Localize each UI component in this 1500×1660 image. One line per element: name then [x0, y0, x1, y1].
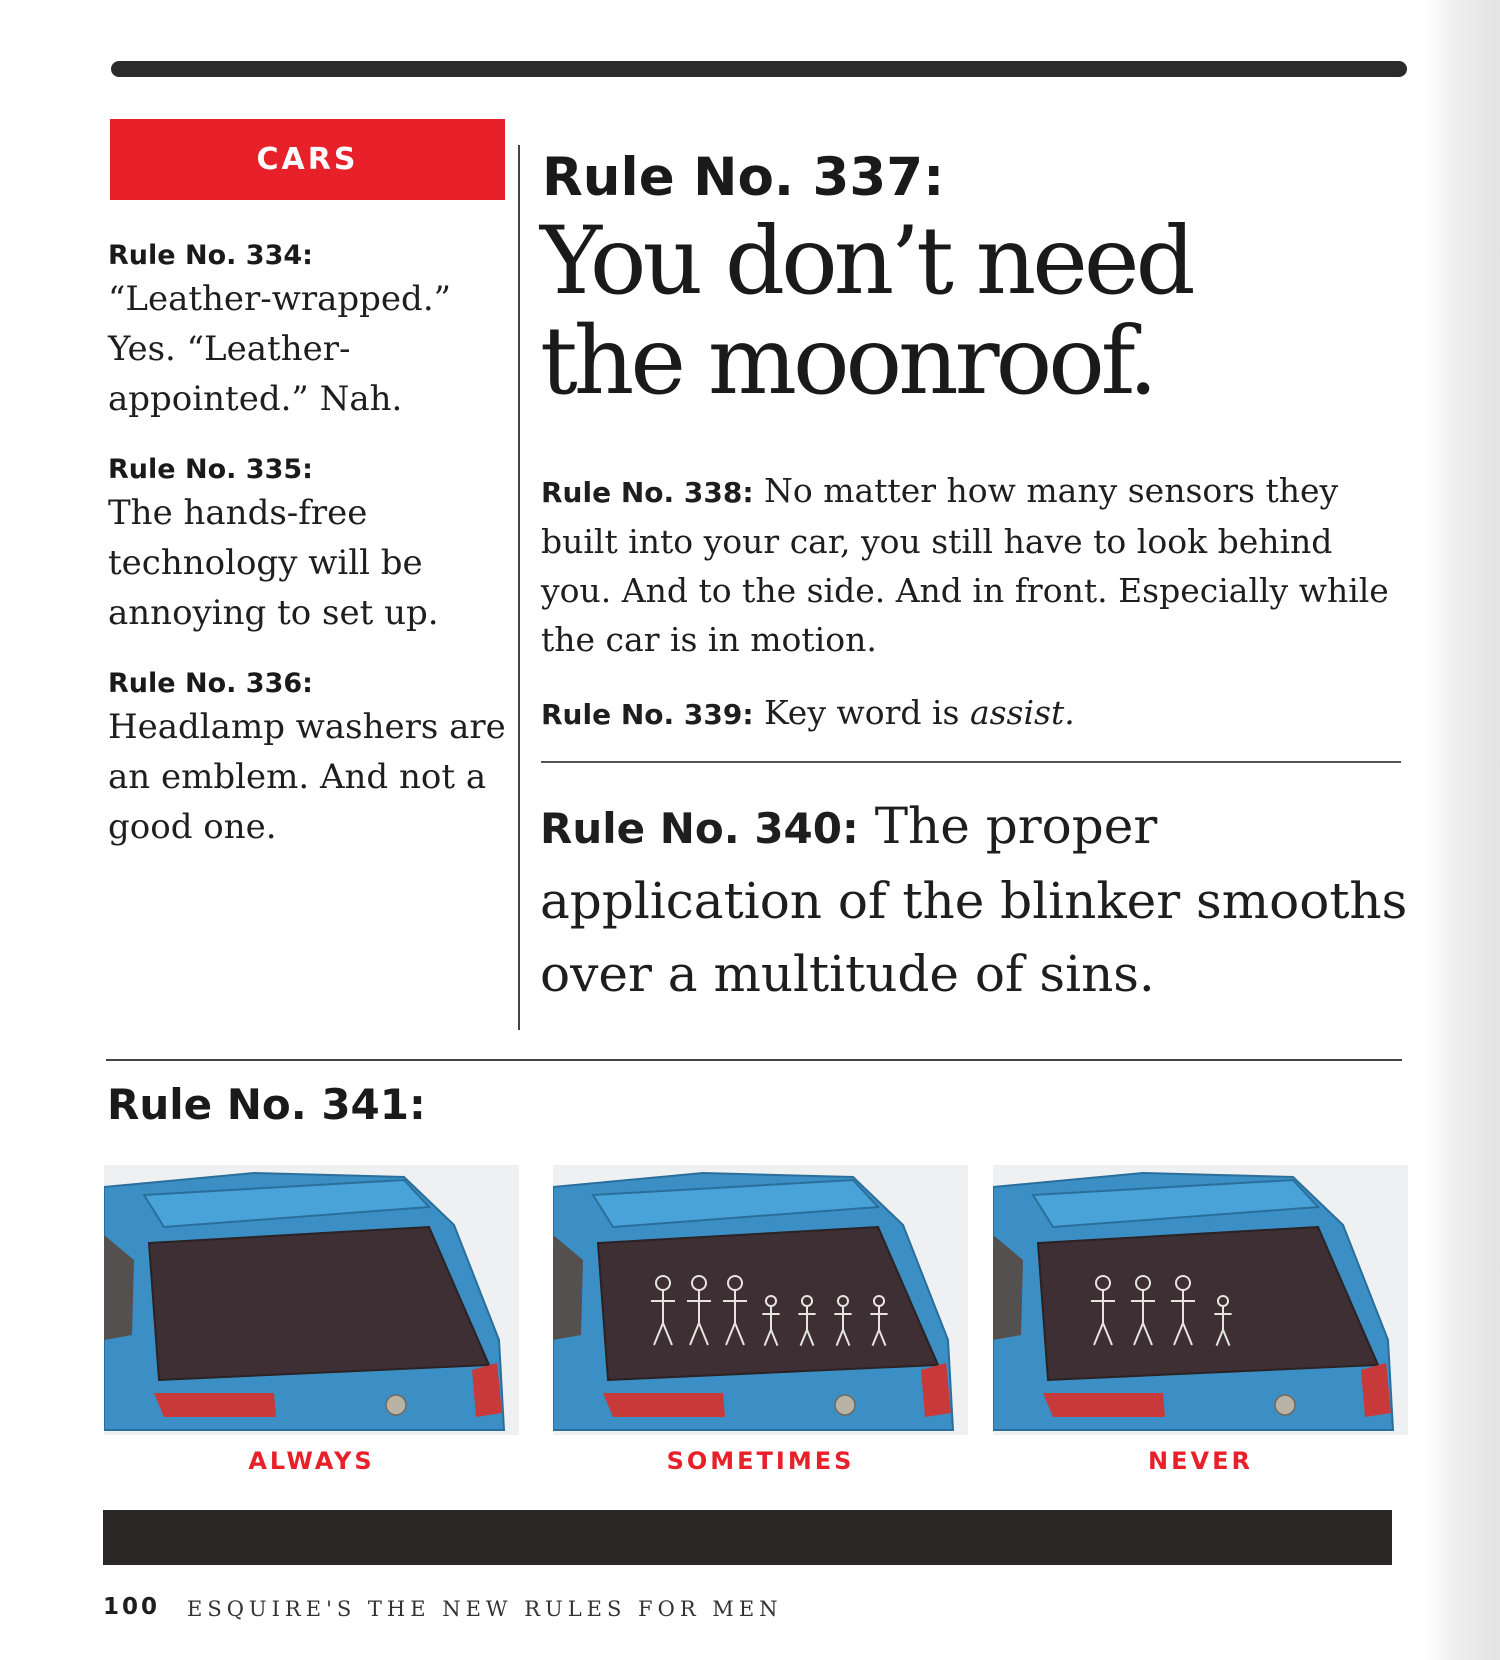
rule-334-line: “Leather-wrapped.”: [108, 279, 452, 319]
rule-336-line: an emblem. And not a: [108, 757, 487, 797]
car-rear-drawing: [993, 1165, 1408, 1435]
caption-sometimes: SOMETIMES: [666, 1447, 855, 1475]
rule-339-emphasis: assist.: [969, 693, 1075, 732]
rule-337-heading: Rule No. 337:: [542, 147, 945, 208]
rule-334-heading: Rule No. 334:: [108, 240, 313, 271]
car-rear-drawing: [553, 1165, 968, 1435]
divider-rule: [106, 1059, 1402, 1061]
rule-340-line: over a multitude of sins.: [540, 945, 1155, 1003]
bottom-bar: [103, 1510, 1392, 1565]
book-title: ESQUIRE'S THE NEW RULES FOR MEN: [187, 1597, 783, 1621]
top-rule: [111, 61, 1407, 77]
column-divider: [518, 145, 520, 1030]
section-tab-cars: [110, 119, 505, 200]
rule-339-text: Key word is: [753, 693, 970, 732]
rule-340: [540, 790, 1420, 1011]
rule-339: [541, 688, 1421, 739]
rule-336-line: Headlamp washers are: [108, 707, 506, 747]
car-illustration-always: [104, 1165, 519, 1435]
rule-340-line: application of the blinker smooths: [540, 872, 1408, 930]
rule-338-line: No matter how many sensors they: [753, 471, 1339, 510]
page-gutter-shadow: [1425, 0, 1500, 1660]
rule-337-line: You don’t need: [540, 207, 1192, 316]
page-number: 100: [103, 1594, 161, 1620]
caption-always: ALWAYS: [248, 1447, 375, 1475]
divider-rule: [541, 761, 1401, 763]
rule-338-line: the car is in motion.: [541, 620, 877, 659]
rule-340-line: The proper: [858, 797, 1158, 855]
rule-336: [108, 666, 508, 852]
rule-337-headline: [540, 207, 1420, 416]
rule-340-heading: Rule No. 340:: [540, 804, 859, 853]
rule-335-heading: Rule No. 335:: [108, 454, 313, 485]
rule-338-heading: Rule No. 338:: [541, 476, 754, 509]
car-illustration-sometimes: [553, 1165, 968, 1435]
rule-338: [541, 466, 1421, 664]
rule-337-line: the moonroof.: [540, 307, 1155, 416]
rule-341-heading: Rule No. 341:: [107, 1080, 426, 1129]
rule-335-line: The hands-free: [108, 493, 368, 533]
rule-336-heading: Rule No. 336:: [108, 668, 313, 699]
rule-339-heading: Rule No. 339:: [541, 698, 754, 731]
rule-338-line: built into your car, you still have to look behind: [541, 522, 1333, 561]
rule-335: [108, 452, 508, 638]
rule-335-line: technology will be: [108, 543, 423, 583]
rule-334-line: Yes. “Leather-: [108, 329, 351, 369]
car-rear-drawing: [104, 1165, 519, 1435]
rule-336-line: good one.: [108, 807, 277, 847]
section-label: CARS: [256, 142, 359, 177]
rule-335-line: annoying to set up.: [108, 593, 439, 633]
car-illustration-never: [993, 1165, 1408, 1435]
rule-334: [108, 238, 508, 424]
rule-338-line: you. And to the side. And in front. Especially while: [541, 571, 1389, 610]
left-column: [108, 238, 508, 880]
caption-never: NEVER: [1148, 1447, 1253, 1475]
rule-334-line: appointed.” Nah.: [108, 379, 403, 419]
